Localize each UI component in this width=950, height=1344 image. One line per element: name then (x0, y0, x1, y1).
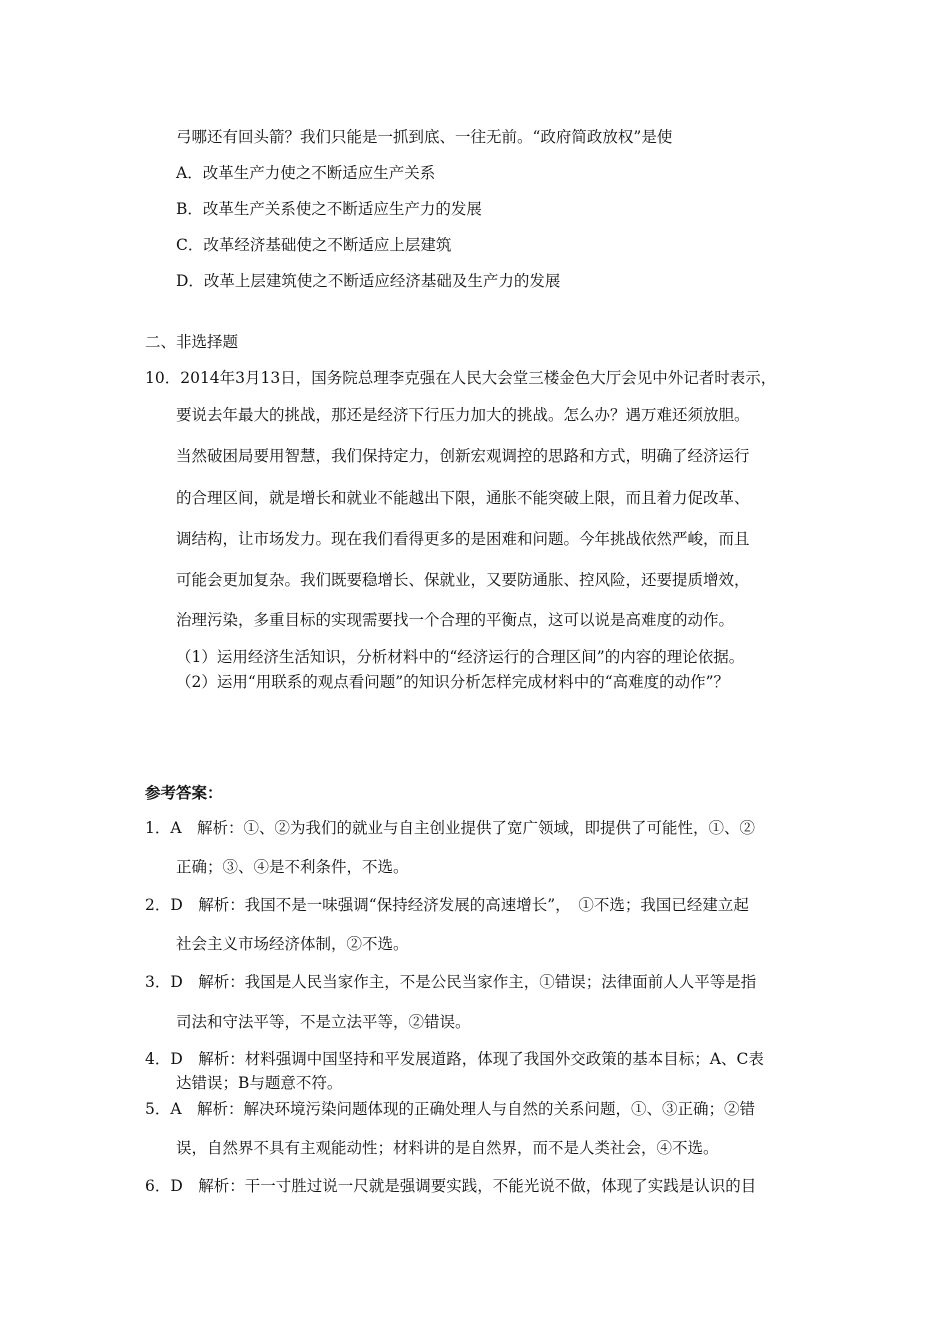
q10-subquestion-2: （2）运用“用联系的观点看问题”的知识分析怎样完成材料中的“高难度的动作”？ (176, 673, 730, 691)
q9-option-b: B．改革生产关系使之不断适应生产力的发展 (176, 200, 482, 218)
answer-line: 社会主义市场经济体制，②不选。 (176, 935, 409, 953)
q10-line: 调结构，让市场发力。现在我们看得更多的是困难和问题。今年挑战依然严峻，而且 (176, 530, 750, 548)
section-title: 二、非选择题 (145, 333, 239, 351)
answer-line: 达错误；B与题意不符。 (176, 1074, 343, 1092)
answer-line: 正确；③、④是不利条件，不选。 (176, 858, 409, 876)
q10-line: 10．2014年3月13日，国务院总理李克强在人民大会堂三楼金色大厅会见中外记者时表示， (145, 369, 777, 387)
q10-line: 当然破困局要用智慧，我们保持定力，创新宏观调控的思路和方式，明确了经济运行 (176, 447, 750, 465)
q9-stem-tail: 弓哪还有回头箭？我们只能是一抓到底、一往无前。“政府简政放权”是使 (176, 128, 673, 146)
answer-line: 6．D 解析：干一寸胜过说一尺就是强调要实践，不能光说不做，体现了实践是认识的目 (145, 1177, 757, 1195)
answer-line: 误，自然界不具有主观能动性；材料讲的是自然界，而不是人类社会，④不选。 (176, 1139, 719, 1157)
answers-heading: 参考答案： (145, 783, 223, 802)
q9-option-a: A．改革生产力使之不断适应生产关系 (176, 164, 436, 182)
answer-line: 5．A 解析：解决环境污染问题体现的正确处理人与自然的关系问题，①、③正确；②错 (145, 1100, 756, 1118)
answer-line: 4．D 解析：材料强调中国坚持和平发展道路，体现了我国外交政策的基本目标；A、C表 (145, 1050, 764, 1068)
q10-subquestion-1: （1）运用经济生活知识，分析材料中的“经济运行的合理区间”的内容的理论依据。 (176, 648, 745, 666)
q9-option-d: D．改革上层建筑使之不断适应经济基础及生产力的发展 (176, 272, 561, 290)
answer-line: 3．D 解析：我国是人民当家作主，不是公民当家作主，①错误；法律面前人人平等是指 (145, 973, 757, 991)
answer-line: 司法和守法平等，不是立法平等，②错误。 (176, 1013, 471, 1031)
q10-line: 的合理区间，就是增长和就业不能越出下限，通胀不能突破上限，而且着力促改革、 (176, 489, 750, 507)
answer-line: 1．A 解析：①、②为我们的就业与自主创业提供了宽广领域，即提供了可能性，①、② (145, 819, 756, 837)
q9-option-c: C．改革经济基础使之不断适应上层建筑 (176, 236, 452, 254)
q10-line: 要说去年最大的挑战，那还是经济下行压力加大的挑战。怎么办？遇万难还须放胆。 (176, 406, 750, 424)
q10-line: 治理污染，多重目标的实现需要找一个合理的平衡点，这可以说是高难度的动作。 (176, 611, 735, 629)
answer-line: 2．D 解析：我国不是一味强调“保持经济发展的高速增长”， ①不选；我国已经建立起 (145, 896, 749, 914)
q10-line: 可能会更加复杂。我们既要稳增长、保就业，又要防通胀、控风险，还要提质增效， (176, 571, 750, 589)
